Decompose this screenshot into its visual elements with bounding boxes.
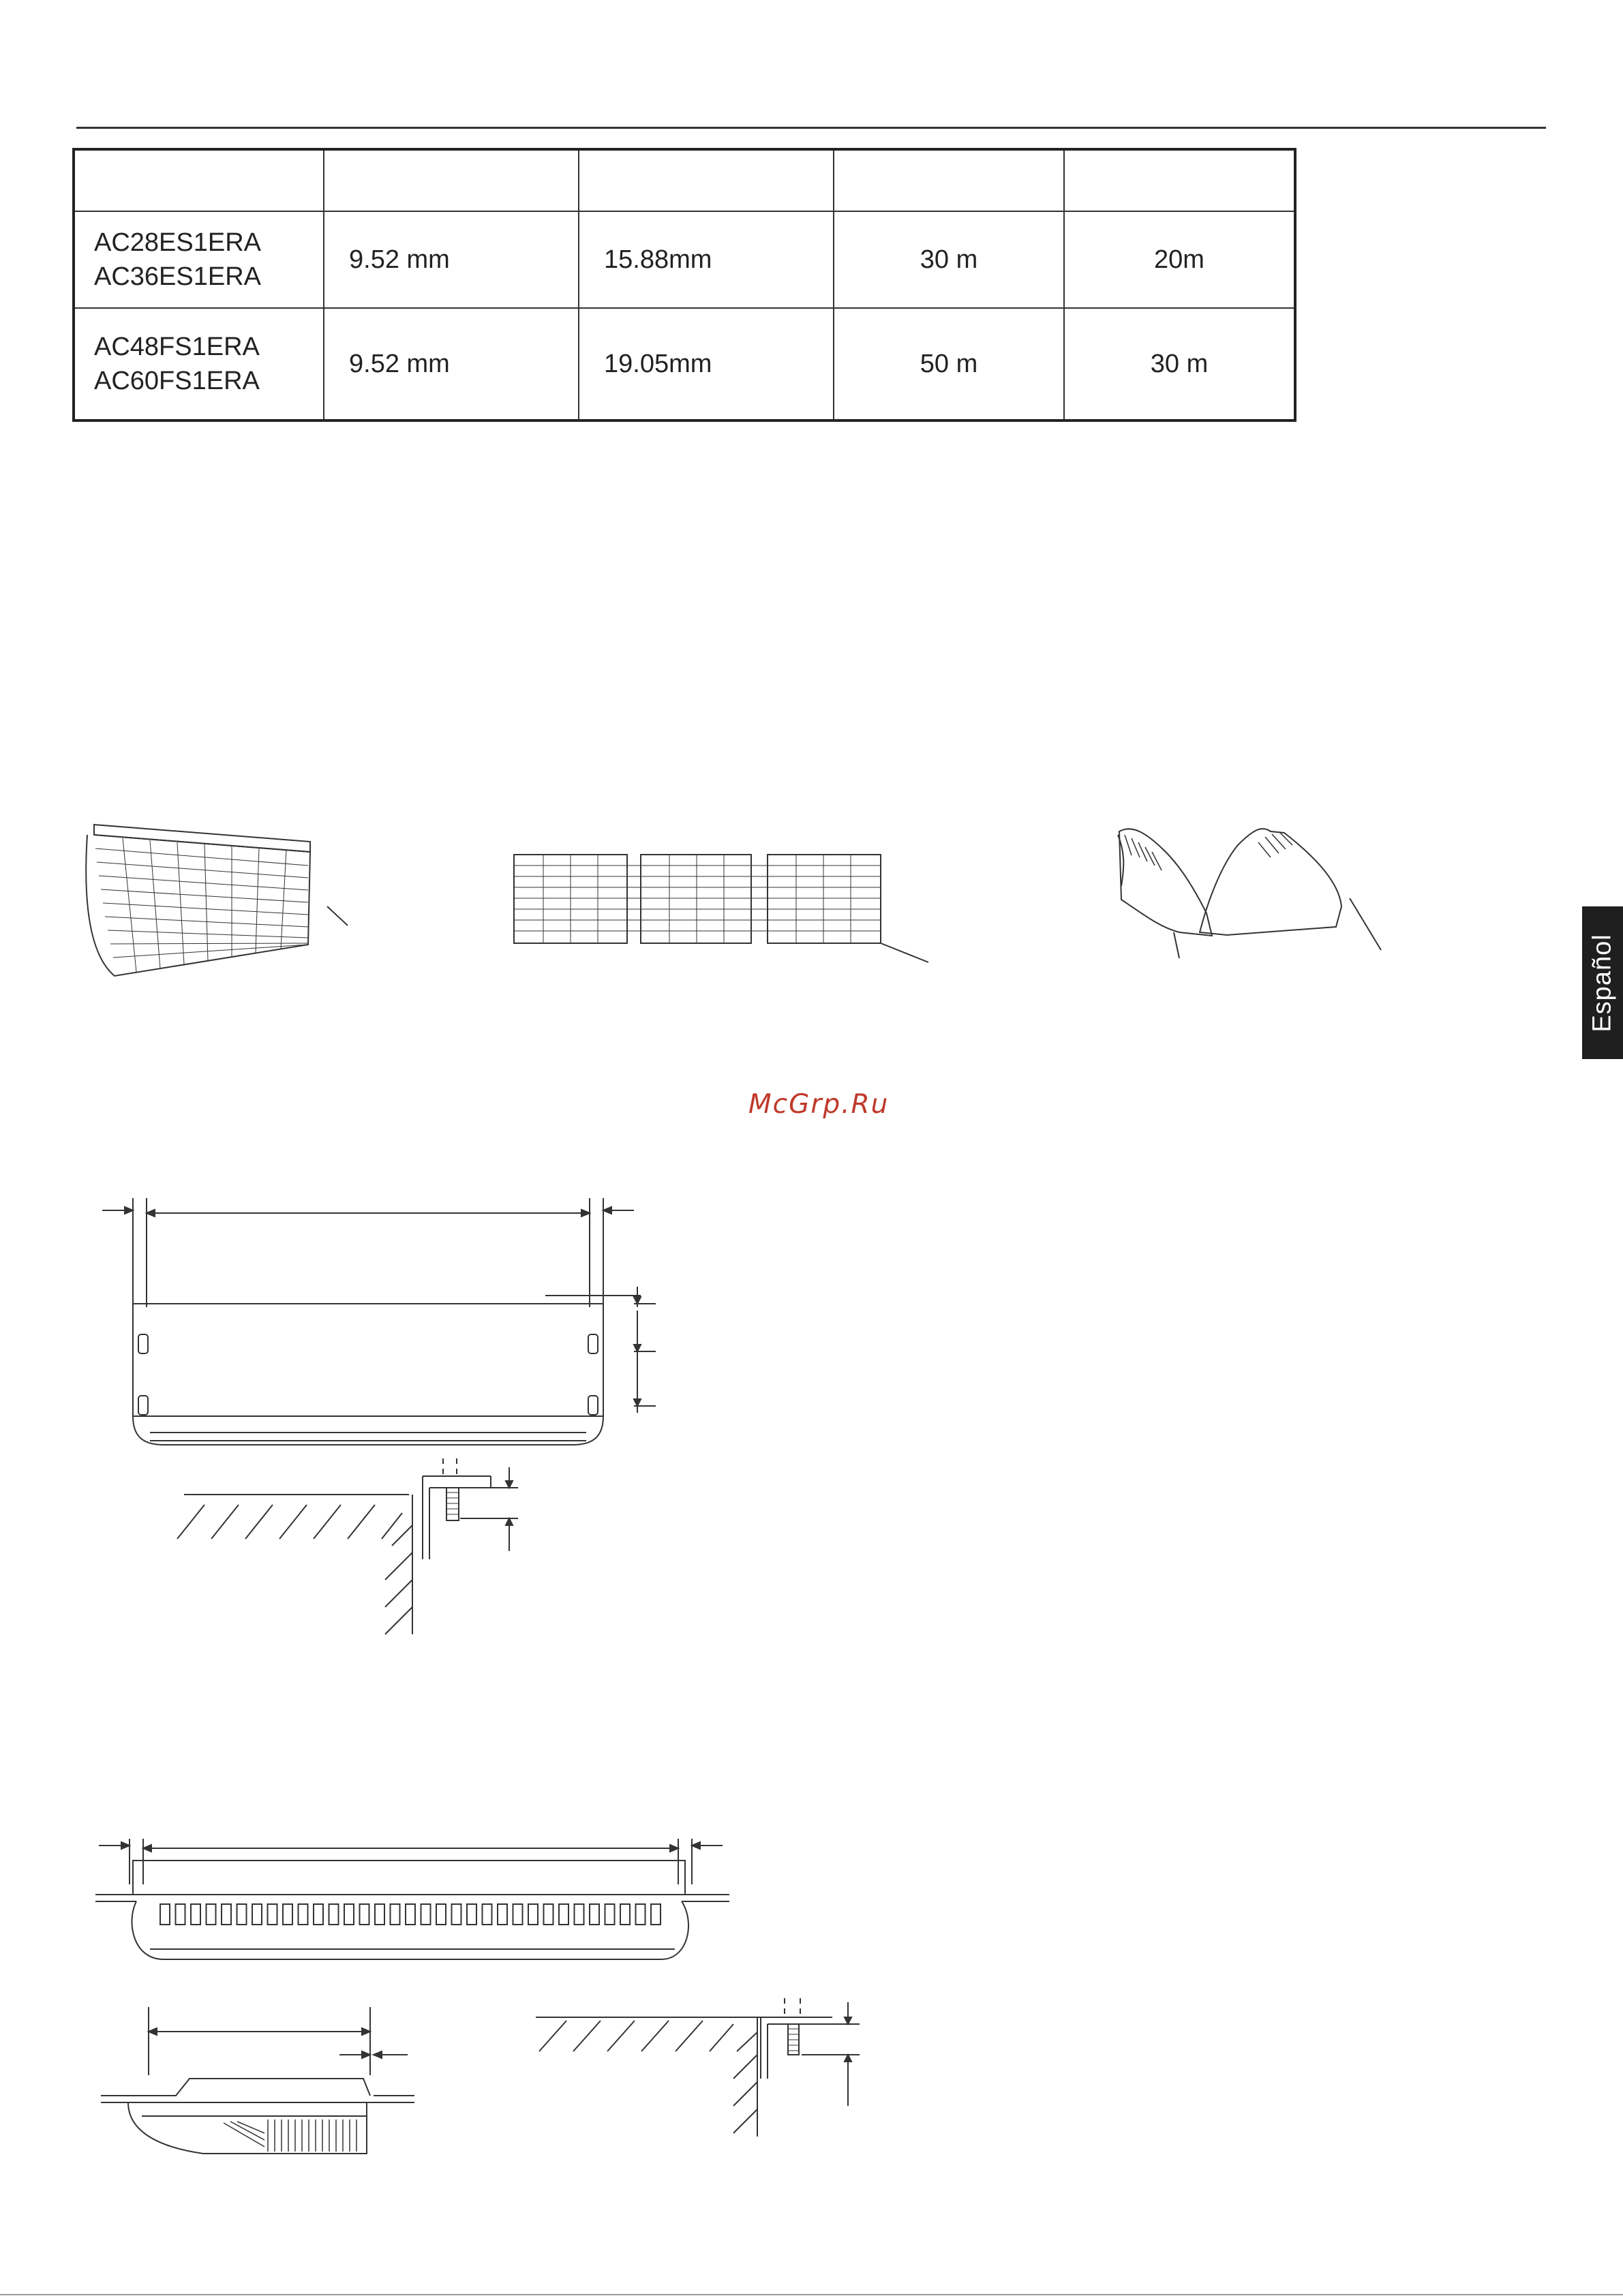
louver-slat [375,1904,384,1925]
louver-slat [160,1904,170,1925]
louver-slat [651,1904,661,1925]
louver-slat [452,1904,461,1925]
louver-slat [252,1904,262,1925]
louver-slat [283,1904,292,1925]
louver-slat [636,1904,646,1925]
model-cell [74,308,324,420]
louver-slat [207,1904,216,1925]
louver-slat [237,1904,247,1925]
language-tab-label: Español [1588,933,1617,1032]
louver-slat [620,1904,630,1925]
ceiling-side-detail [101,2007,414,2164]
header-cell [1064,149,1295,211]
louver-slat [222,1904,231,1925]
louver-slat [329,1904,339,1925]
louver-slat [314,1904,323,1925]
max-length-cell: 30 m [834,211,1064,308]
model-cell [74,211,324,308]
model-name: AC60FS1ERA [94,367,260,395]
model-name: AC36ES1ERA [94,262,262,291]
louver-slat [360,1904,369,1925]
filter-grid-icon [513,853,935,969]
top-rule [76,127,1546,129]
louver-slat [605,1904,615,1925]
louver-slat [513,1904,523,1925]
gas-pipe-cell: 19.05mm [579,308,834,420]
louver-slat [421,1904,431,1925]
language-tab[interactable] [1582,906,1623,1059]
table-row [74,211,1295,308]
louver-slat [559,1904,568,1925]
watermark: McGrp.Ru [748,1089,890,1120]
louver-slat [268,1904,277,1925]
wall-mount-diagram [95,1198,668,1641]
louver-slat [344,1904,354,1925]
side-cover-icon [1104,825,1391,961]
model-name: AC48FS1ERA [94,333,260,361]
table-row [74,308,1295,420]
pipe-spec-table [72,148,1296,422]
air-filter-icon [68,818,354,988]
louver-slat [391,1904,400,1925]
header-cell [324,149,579,211]
bottom-rule [0,2294,1623,2295]
louver-slat [436,1904,446,1925]
louver-slat [191,1904,200,1925]
louver-slat [406,1904,415,1925]
louver-slat [467,1904,476,1925]
bracket-detail [536,1983,863,2140]
gas-pipe-cell: 15.88mm [579,211,834,308]
louver-slat [544,1904,553,1925]
ceiling-mount-diagram [95,1833,729,1970]
louver-slat [575,1904,584,1925]
louver-slat [299,1904,308,1925]
max-height-cell: 30 m [1064,308,1295,420]
header-cell [74,149,324,211]
louver-slat [498,1904,507,1925]
liquid-pipe-cell: 9.52 mm [324,308,579,420]
header-cell [579,149,834,211]
liquid-pipe-cell: 9.52 mm [324,211,579,308]
louver-slat [483,1904,492,1925]
louver-slat [528,1904,538,1925]
model-name: AC28ES1ERA [94,228,262,257]
louver-slat [176,1904,185,1925]
table-header-row [74,149,1295,211]
header-cell [834,149,1064,211]
max-length-cell: 50 m [834,308,1064,420]
max-height-cell: 20m [1064,211,1295,308]
louver-slat [590,1904,599,1925]
